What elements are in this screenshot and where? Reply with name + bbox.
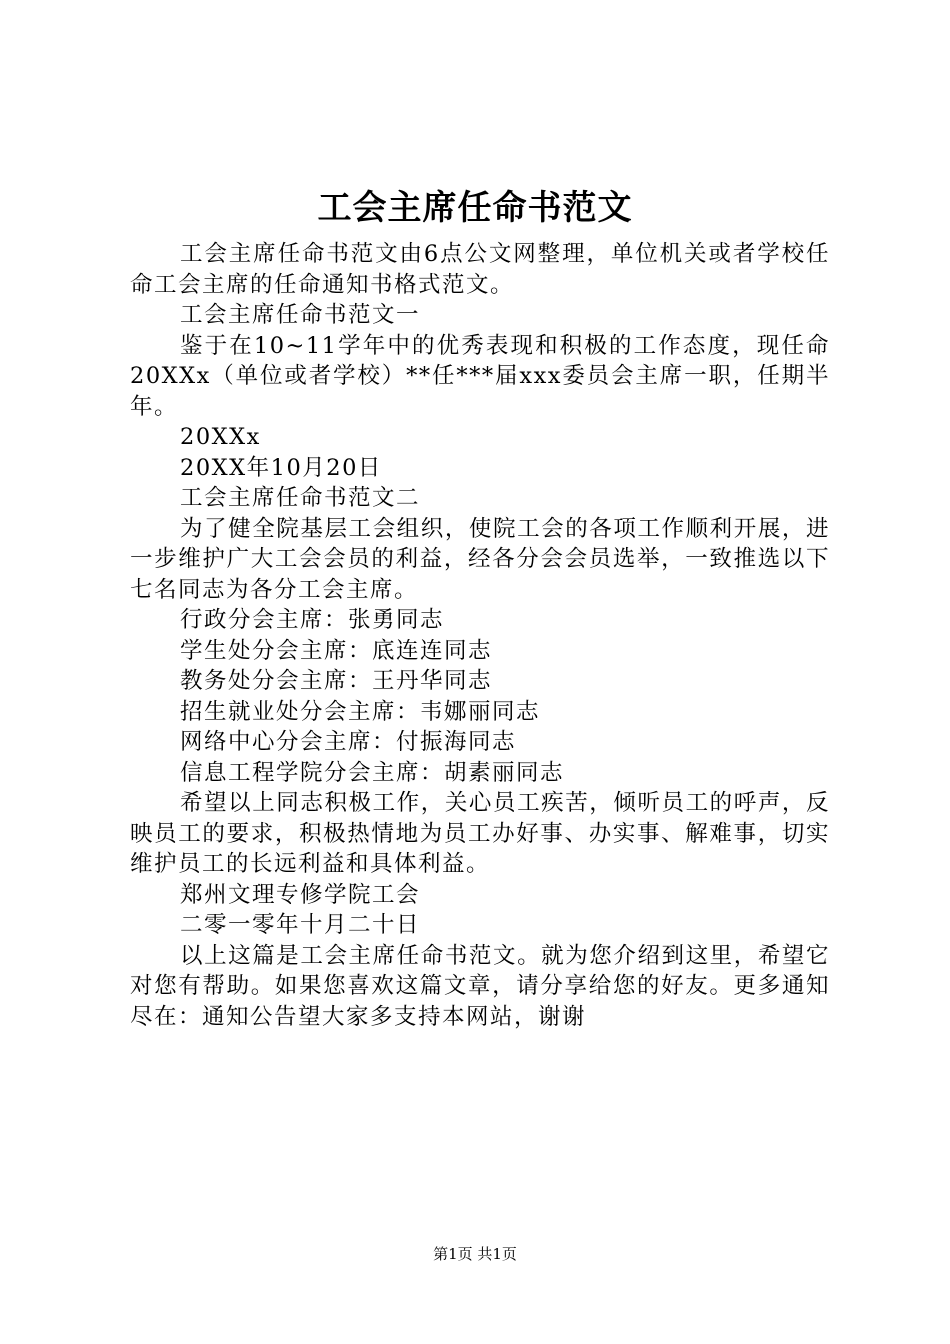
- document-body: [130, 239, 830, 1032]
- document-title: 工会主席任命书范文: [317, 188, 633, 228]
- paragraph-chair-list-item: 招生就业处分会主席：韦娜丽同志: [180, 698, 541, 725]
- paragraph-chair-list-item: 行政分会主席：张勇同志: [180, 607, 445, 633]
- paragraph-chair-list-item: 网络中心分会主席：付振海同志: [180, 729, 517, 755]
- paragraph-intro: 工会主席任命书范文由6点公文网整理，单位机关或者学校任命工会主席的任命通知书格式范文。: [130, 241, 830, 298]
- paragraph-expectation: 希望以上同志积极工作，关心员工疾苦，倾听员工的呼声，反映员工的要求，积极热情地为员工办好事、办实事、解难事，切实维护员工的长远利益和具体利益。: [130, 790, 830, 877]
- paragraph-appointment-one: 鉴于在10~11学年中的优秀表现和积极的工作态度，现任命20XXx（单位或者学校）**任***届xxx委员会主席一职，任期半年。: [130, 332, 830, 420]
- paragraph-chair-list-item: 信息工程学院分会主席：胡素丽同志: [180, 759, 565, 786]
- paragraph-chair-list-item: 教务处分会主席：王丹华同志: [180, 668, 493, 694]
- paragraph-heading-two: 工会主席任命书范文二: [180, 485, 421, 511]
- paragraph-date-two: 二零一零年十月二十日: [180, 912, 421, 938]
- paragraph-appointment-two: 为了健全院基层工会组织，使院工会的各项工作顺利开展，进一步维护广大工会会员的利益，经各分会会员选举，一致推选以下七名同志为各分工会主席。: [130, 515, 830, 603]
- paragraph-heading-one: 工会主席任命书范文一: [180, 302, 421, 328]
- paragraph-signature-one: 20XXx: [180, 424, 261, 450]
- paragraph-closing: 以上这篇是工会主席任命书范文。就为您介绍到这里，希望它对您有帮助。如果您喜欢这篇文章，请分享给您的好友。更多通知尽在：通知公告望大家多支持本网站，谢谢: [130, 942, 830, 1030]
- paragraph-signature-two: 郑州文理专修学院工会: [180, 881, 421, 908]
- paragraph-date-one: 20XX年10月20日: [180, 454, 382, 481]
- paragraph-chair-list-item: 学生处分会主席：底连连同志: [180, 637, 493, 664]
- page-footer: 第1页 共1页: [433, 1245, 517, 1263]
